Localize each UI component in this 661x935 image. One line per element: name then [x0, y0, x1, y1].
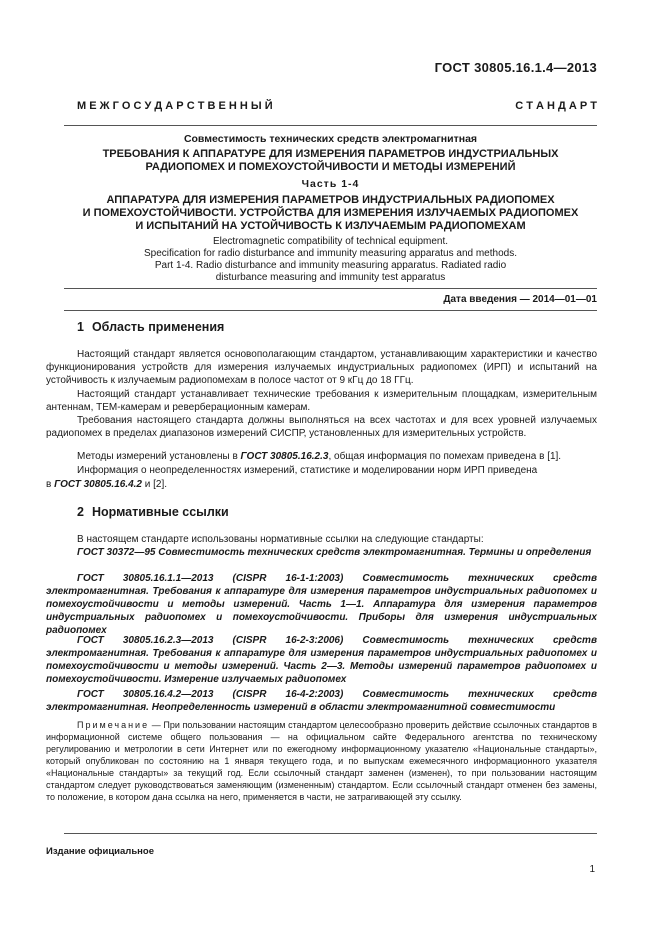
interstate-word: М Е Ж Г О С У Д А Р С Т В Е Н Н Ы Й	[77, 100, 273, 112]
part-label: Часть 1-4	[301, 178, 360, 190]
main-title-line1: ТРЕБОВАНИЯ К АППАРАТУРЕ ДЛЯ ИЗМЕРЕНИЯ ПАРАМЕТРОВ ИНДУСТРИАЛЬНЫХ	[102, 148, 559, 160]
main-title-line2: РАДИОПОМЕХ И ПОМЕХОУСТОЙЧИВОСТИ И МЕТОДЫ ИЗМЕРЕНИЙ	[145, 161, 516, 173]
section1-title: Область применения	[91, 320, 225, 334]
section2-number: 2	[77, 505, 84, 519]
gost-reference: ГОСТ 30805.16.4.2	[54, 479, 142, 490]
p5-text-end: и [2].	[142, 479, 168, 490]
section1-paragraph5-cont	[46, 478, 597, 491]
normative-reference-3: ГОСТ 30805.16.2.3—2013 (CISPR 16-2-3:2006) Совместимость технических средств электромагнитная. Требования к аппаратуре для измерения параметров индустриальных радиопомех и помехоустойчивости и методы измерений. Часть 2—3. Методы измерений параметров радиопомех и помехоустойчивости. Измерение излучаемых радиопомех	[46, 635, 597, 685]
normative-reference-1: ГОСТ 30372—95 Совместимость технических средств электромагнитная. Термины и определения	[77, 547, 592, 558]
subtitle: Совместимость технических средств электромагнитная	[183, 133, 478, 145]
normative-reference-2: ГОСТ 30805.16.1.1—2013 (CISPR 16-1-1:2003) Совместимость технических средств электромагнитная. Требования к аппаратуре для измерения параметров индустриальных радиопомех и помехоустойчивости и методы измерений. Часть 1—1. Аппаратура для измерения параметров индустриальных радиопомех и помехоустойчивости. Приборы для измерения индустриальных радиопомех	[46, 573, 597, 636]
note-text: — При пользовании настоящим стандартом целесообразно проверить действие ссылочных стандартов в информационной системе общего пользования — на официальном сайте Федерального агентства по техническому регулированию и метрологии в сети Интернет или по ежегодному информационному указателю «Национальные стандарты», который опубликован по состоянию на 1 января текущего года, и по выпускам ежемесячного информационного указателя «Национальные стандарты» за текущий год. Если ссылочный стандарт заменен (изменен), то при пользовании настоящим стандартом следует руководствоваться заменяющим (измененным) стандартом. Если ссылочный стандарт отменен без замены, то положение, в котором дана ссылка на него, применяется в части, не затрагивающей эту ссылку.	[46, 720, 597, 802]
normative-reference-4: ГОСТ 30805.16.4.2—2013 (CISPR 16-4-2:2003) Совместимость технических средств электромагнитная. Неопределенность измерений в области электромагнитной совместимости	[46, 689, 597, 713]
english-title-line3: Part 1-4. Radio disturbance and immunity measuring apparatus. Radiated radio	[154, 260, 507, 271]
section1-number: 1	[77, 320, 84, 334]
p4-text-end: , общая информация по помехам приведена в [1].	[328, 451, 562, 462]
english-title-line2: Specification for radio disturbance and immunity measuring apparatus and methods.	[144, 248, 517, 259]
gost-reference: ГОСТ 30805.16.2.3	[240, 451, 329, 462]
section1-paragraph3: Требования настоящего стандарта должны выполняться на всех частотах и для всех уровней излучаемых радиопомех в пределах диапазонов измерений СИСПР, установленных для измерительных устройств.	[46, 415, 597, 439]
section2-title: Нормативные ссылки	[91, 505, 229, 519]
page-number: 1	[589, 864, 595, 875]
introduction-date: Дата введения — 2014—01—01	[443, 294, 597, 305]
section1-paragraph1: Настоящий стандарт является основополагающим стандартом, устанавливающим характеристики и качество функционирования устройств для измерения излучаемых индустриальных радиопомех (ИРП) и испытаний на устойчивость к излучаемым радиопомехам в полосе частот от 9 кГц до 18 ГГц.	[46, 349, 597, 386]
edition-label: Издание официальное	[46, 846, 154, 857]
section1-paragraph5: Информация о неопределенностях измерений, статистике и моделировании норм ИРП приведена	[77, 465, 538, 476]
top-rule	[64, 125, 597, 126]
section1-paragraph4	[46, 450, 597, 463]
interstate-standard-heading	[77, 100, 597, 112]
section1-paragraph2: Настоящий стандарт устанавливает технические требования к измерительным площадкам, измерительным антеннам, ТЕМ-камерам и реверберационным камерам.	[46, 389, 597, 413]
part-title-line3: И ИСПЫТАНИЙ НА УСТОЙЧИВОСТЬ К ИЗЛУЧАЕМЫМ РАДИОПОМЕХАМ	[135, 220, 526, 232]
note-label: Примечание	[77, 720, 150, 730]
english-title-line4: disturbance measuring and immunity test apparatus	[215, 272, 446, 283]
standard-number: ГОСТ 30805.16.1.4—2013	[434, 60, 597, 75]
title-rule	[64, 288, 597, 289]
section2-heading	[77, 505, 229, 519]
section1-heading	[77, 320, 224, 334]
section2-intro: В настоящем стандарте использованы нормативные ссылки на следующие стандарты:	[77, 534, 484, 545]
p5-text: в	[46, 479, 55, 490]
part-title-line2: И ПОМЕХОУСТОЙЧИВОСТИ. УСТРОЙСТВА ДЛЯ ИЗМЕРЕНИЯ ИЗЛУЧАЕМЫХ РАДИОПОМЕХ	[82, 207, 579, 219]
footer-rule	[64, 833, 597, 834]
p4-text: Методы измерений установлены в	[77, 451, 241, 462]
part-title-line1: АППАРАТУРА ДЛЯ ИЗМЕРЕНИЯ ПАРАМЕТРОВ ИНДУСТРИАЛЬНЫХ РАДИОПОМЕХ	[106, 194, 555, 206]
date-rule	[64, 310, 597, 311]
standard-word: С Т А Н Д А Р Т	[515, 100, 597, 112]
note-paragraph	[46, 719, 597, 803]
english-title-line1: Electromagnetic compatibility of technical equipment.	[212, 236, 449, 247]
